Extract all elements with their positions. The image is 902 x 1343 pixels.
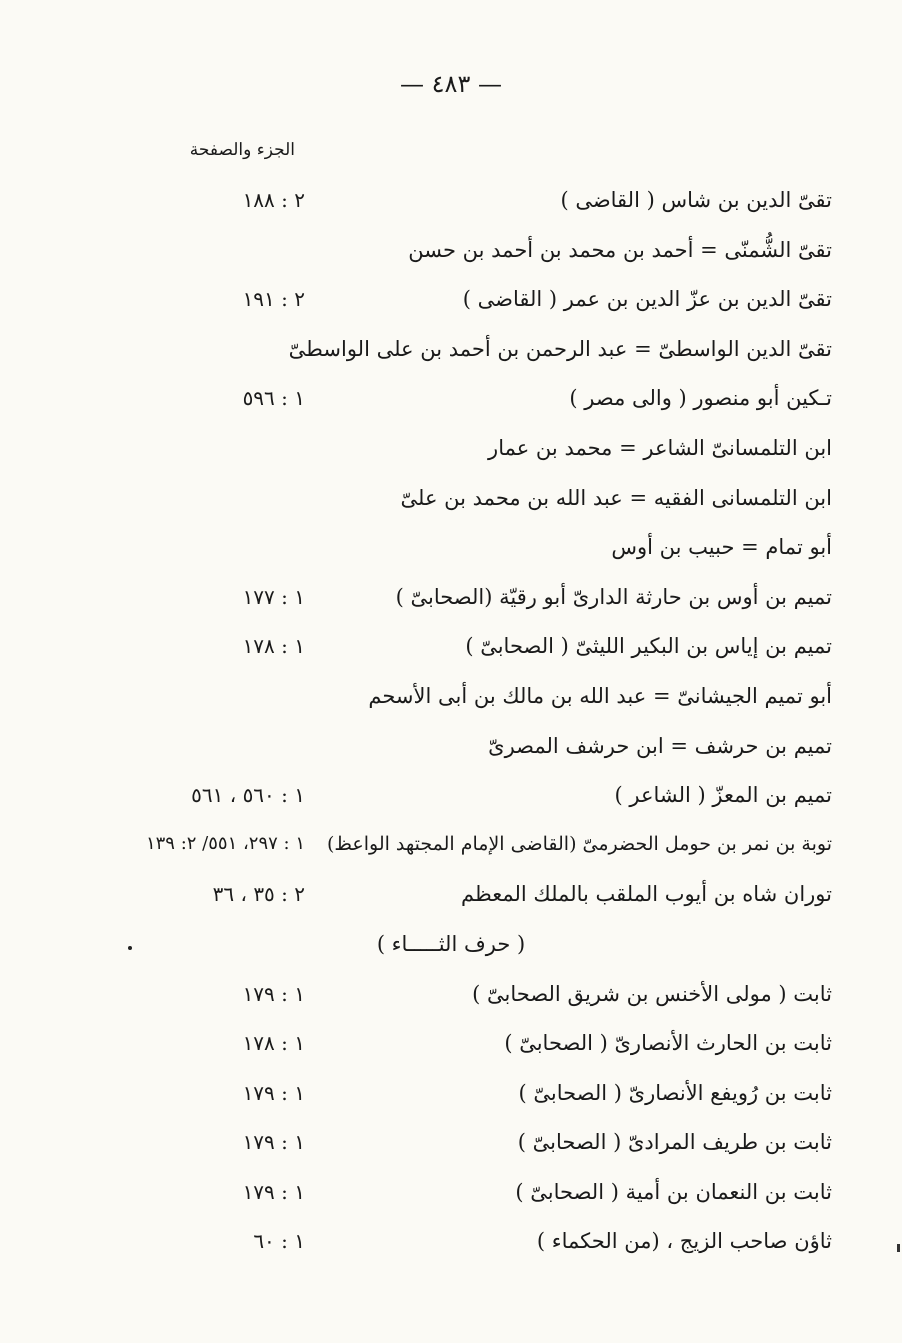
entry-volume-page-ref: ٢ : ١٨٨: [242, 188, 305, 212]
stray-dot-mark: [128, 946, 132, 950]
entry-name: تقىّ الشُّمنّى = أحمد بن محمد بن أحمد بن حسن: [408, 237, 832, 262]
index-entry-row: [0, 874, 902, 924]
entry-volume-page-ref: ١ : ١٧٩: [242, 1130, 305, 1155]
entry-name: توران شاه بن أيوب الملقب بالملك المعظم: [461, 882, 832, 907]
index-entry-row: [0, 527, 902, 577]
index-entry-row: [0, 1023, 902, 1073]
entry-volume-page-ref: ١ : ٥٦٠ ، ٥٦١: [191, 783, 305, 808]
entry-name: تـكين أبو منصور ( والى مصر ): [569, 386, 832, 411]
entry-name: تقىّ الدين بن عزّ الدين بن عمر ( القاضى ): [462, 287, 832, 312]
index-entry-row: [0, 1221, 902, 1271]
index-entry-row: [0, 180, 902, 230]
entry-volume-page-ref: ١ : ٦٠: [253, 1229, 305, 1254]
index-entry-row: [0, 329, 902, 379]
index-entry-row: [0, 825, 902, 875]
index-entry-row: [0, 626, 902, 676]
entry-volume-page-ref: ١ : ١٧٩: [242, 1080, 305, 1105]
index-entry-row: [0, 478, 902, 528]
index-entry-row: [0, 974, 902, 1024]
index-entries-list: [0, 180, 902, 1271]
section-heading-row: [0, 924, 902, 974]
entry-name: ثاؤن صاحب الزيج ، (من الحكماء ): [536, 1229, 832, 1254]
entry-volume-page-ref: ١ : ٥٩٦: [242, 386, 305, 411]
entry-name: تميم بن حرشف = ابن حرشف المصرىّ: [488, 733, 832, 758]
entry-name: ابن التلمسانىّ الشاعر = محمد بن عمار: [488, 435, 832, 460]
entry-name: توبة بن نمر بن حومل الحضرمىّ (القاضى الإمام المجتهد الواعظ): [326, 832, 832, 855]
entry-volume-page-ref: ٢ : ٣٥ ، ٣٦: [212, 882, 305, 907]
index-entry-row: [0, 726, 902, 776]
entry-name: ثابت ( مولى الأخنس بن شريق الصحابىّ ): [472, 981, 832, 1006]
section-heading: ( حرف الثـــــاء ): [376, 931, 526, 956]
entry-volume-page-ref: ١ : ١٧٨: [242, 634, 305, 659]
entry-volume-page-ref: ١ : ١٧٨: [242, 1031, 305, 1056]
entry-volume-page-ref: ١ : ٢٩٧، ٥٥١/ ٢: ١٣٩: [145, 832, 305, 854]
entry-name: تميم بن إياس بن البكير الليثىّ ( الصحابىّ ): [465, 634, 832, 659]
entry-name: تقىّ الدين الواسطىّ = عبد الرحمن بن أحمد بن على الواسطىّ: [288, 336, 832, 361]
entry-name: ثابت بن طريف المرادىّ ( الصحابىّ ): [517, 1130, 832, 1155]
entry-volume-page-ref: ١ : ١٧٩: [242, 1179, 305, 1204]
index-entry-row: [0, 378, 902, 428]
entry-name: تميم بن المعزّ ( الشاعر ): [614, 783, 832, 808]
index-entry-row: [0, 775, 902, 825]
index-entry-row: [0, 1122, 902, 1172]
index-entry-row: [0, 428, 902, 478]
entry-volume-page-ref: ٢ : ١٩١: [242, 287, 305, 312]
entry-name: أبو تمام = حبيب بن أوس: [611, 535, 832, 560]
entry-name: تميم بن أوس بن حارثة الدارىّ أبو رقيّة (الصحابىّ ): [395, 584, 832, 609]
entry-name: ابن التلمسانى الفقيه = عبد الله بن محمد بن علىّ: [400, 485, 832, 510]
entry-name: ثابت بن رُويفع الأنصارىّ ( الصحابىّ ): [518, 1080, 832, 1105]
entry-name: أبو تميم الجيشانىّ = عبد الله بن مالك بن أبى الأسحم: [368, 683, 832, 708]
entry-name: ثابت بن الحارث الأنصارىّ ( الصحابىّ ): [504, 1031, 832, 1056]
index-entry-row: [0, 1172, 902, 1222]
index-entry-row: [0, 279, 902, 329]
index-entry-row: [0, 1073, 902, 1123]
volume-page-column-header: الجزء والصفحة: [189, 140, 295, 160]
page-number: — ٤٨٣ —: [400, 70, 502, 98]
index-entry-row: [0, 676, 902, 726]
entry-name: ثابت بن النعمان بن أمية ( الصحابىّ ): [515, 1179, 832, 1204]
index-entry-row: [0, 230, 902, 280]
index-entry-row: [0, 577, 902, 627]
page-edge-mark: [897, 1244, 900, 1252]
entry-name: تقىّ الدين بن شاس ( القاضى ): [560, 188, 832, 212]
entry-volume-page-ref: ١ : ١٧٩: [242, 981, 305, 1006]
entry-volume-page-ref: ١ : ١٧٧: [242, 584, 305, 609]
